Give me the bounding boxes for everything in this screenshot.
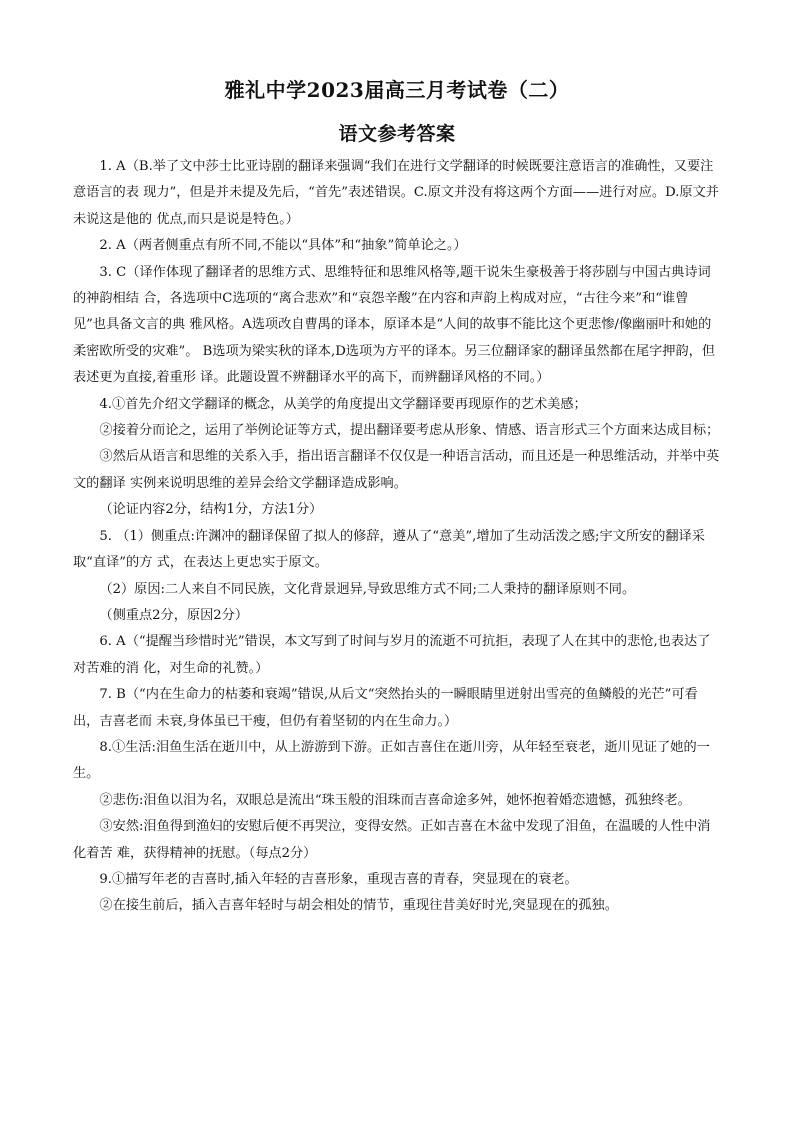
answer-8-point-3: ③安然:泪鱼得到渔妇的安慰后便不再哭泣，变得安然。正如吉喜在木盆中发现了泪鱼，在温暖的人性中消化着苦 难，获得精神的抚慰。（每点2分） [73, 819, 711, 861]
answer-7: 7. B（“内在生命力的枯萎和衰竭”错误,从后文“突然抬头的一瞬眼睛里迸射出雪亮的鱼鳞般的光芒”可看出，吉喜老而 未衰,身体虽已干瘦，但仍有着坚韧的内在生命力。） [73, 687, 698, 729]
answer-4-point-2: ②接着分而论之，运用了举例论证等方式，提出翻译要考虑从形象、情感、语言形式三个方面来达成目标； [99, 423, 720, 439]
answer-8-point-1: 8.①生活:泪鱼生活在逝川中，从上游游到下游。正如吉喜住在逝川旁，从年轻至衰老，逝川见证了她的一生。 [73, 739, 710, 782]
answer-8-point-2: ②悲伤:泪鱼以泪为名，双眼总是流出“珠玉般的泪珠而吉喜命途多舛，她怀抱着婚恋遗憾，孤独终老。 [99, 792, 691, 808]
answer-5-part-2: （2）原因:二人来自不同民族，文化背景迥异,导致思维方式不同;二人秉持的翻译原则不同。 [99, 581, 636, 597]
answer-5-part-1: 5. （1）侧重点:许渊冲的翻译保留了拟人的修辞，遵从了“意美”,增加了生动活泼之感;宇文所安的翻译采取“直译”的方 式，在表达上更忠实于原文。 [73, 528, 705, 571]
answer-1: 1. A（B.举了文中莎士比亚诗剧的翻译来强调“我们在进行文学翻译的时候既要注意语言的准确性，又要注意语言的表 现力”，但是并未提及先后，“首先”表述错误。C.原文并没有将这两个方面——进行对应。D.原文并未说这是他的 优点,而只是说是特色。） [73, 159, 719, 227]
answer-4-point-1: 4.①首先介绍文学翻译的概念，从美学的角度提出文学翻译要再现原作的艺术美感； [99, 396, 587, 412]
answer-3: 3. C（译作体现了翻译者的思维方式、思维特征和思维风格等,题干说朱生豪极善于将莎剧与中国古典诗词的神韵相结 合，各选项中C选项的“离合悲欢”和“哀怨辛酸”在内容和声韵上构成对应，“古往今来”和“谁曾见”也具备文言的典 雅风格。A选项改自曹禺的译本，原译本是“人间的故事不能比这个更悲惨/像幽丽叶和她的柔密欧所受的灾难”。 B选项为梁实秋的译本,D选项为方平的译本。另三位翻译家的翻译虽然都在尾字押韵，但表述更为直接,着重形 译。此题设置不辨翻译水平的高下，而辨翻译风格的不同。） [73, 264, 716, 386]
answer-4-scoring: （论证内容2分，结构1分，方法1分） [99, 502, 323, 518]
answer-2: 2. A（两者侧重点有所不同,不能以“具体”和“抽象”简单论之。） [99, 238, 467, 254]
answer-body [73, 154, 721, 920]
answer-4-point-3: ③然后从语言和思维的关系入手，指出语言翻译不仅仅是一种语言活动，而且还是一种思维活动，并举中英文的翻译 实例来说明思维的差异会给文学翻译造成影响。 [73, 449, 720, 491]
page-subtitle: 语文参考答案 [338, 123, 456, 145]
answer-9-point-2: ②在接生前后，插入吉喜年轻时与胡会相处的情节，重现往昔美好时光,突显现在的孤独。 [99, 898, 618, 914]
answer-6: 6. A（“提醒当珍惜时光”错误，本文写到了时间与岁月的流逝不可抗拒，表现了人在其中的悲怆,也表达了对苦难的消 化，对生命的礼赞。） [73, 634, 711, 676]
answer-9-point-1: 9.①描写年老的吉喜时,插入年轻的吉喜形象，重现吉喜的青春，突显现在的衰老。 [99, 871, 578, 887]
page-title: 雅礼中学2023届高三月考试卷（二） [224, 78, 570, 102]
answer-5-scoring: （侧重点2分，原因2分） [99, 607, 249, 623]
